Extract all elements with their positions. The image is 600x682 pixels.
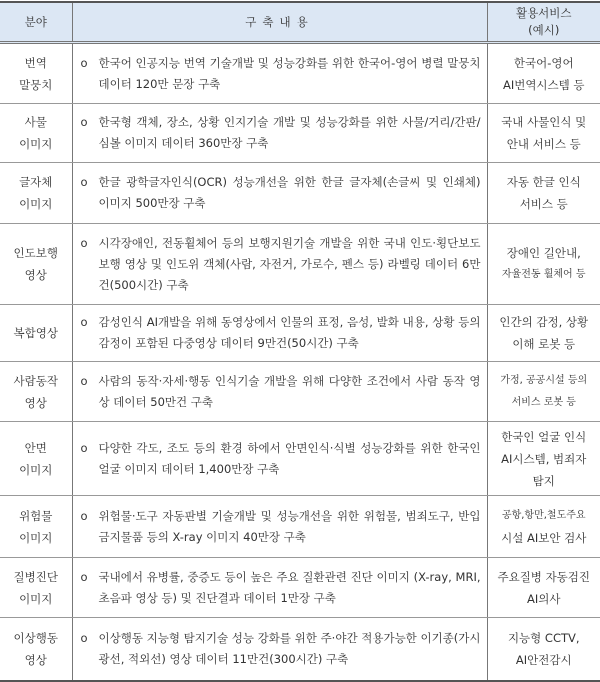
table-row — [0, 305, 600, 362]
content-text: 사람의 동작·자세·행동 인식기술 개발을 위해 다양한 조건에서 사람 동작 영상 데이터 50만건 구축 — [99, 371, 481, 413]
service-cell — [487, 163, 600, 224]
table-row — [0, 618, 600, 682]
bullet-icon: o — [79, 312, 99, 354]
table-header — [0, 2, 600, 43]
service-cell — [487, 496, 600, 558]
field-line: 사물 — [2, 111, 70, 133]
content-text: 한국어 인공지능 번역 기술개발 및 성능강화를 위한 한국어-영어 병렬 말뭉치 데이터 120만 문장 구축 — [99, 53, 481, 95]
content-text: 이상행동 지능형 탐지기술 성능 강화를 위한 주·야간 적용가능한 이기종(가시광선, 적외선) 영상 데이터 11만건(300시간) 구축 — [99, 628, 481, 670]
field-cell — [0, 496, 72, 558]
service-line: AI시스템, 범죄자 — [490, 448, 599, 470]
service-line: 국내 사물인식 및 — [490, 111, 599, 133]
field-line: 사람동작 — [2, 370, 70, 392]
service-line: 인간의 감정, 상황 — [490, 311, 599, 333]
service-line: 자율전동 휠체어 등 — [490, 264, 599, 286]
service-line: AI의사 — [490, 588, 599, 610]
field-line: 복합영상 — [2, 322, 70, 344]
content-cell — [72, 496, 487, 558]
field-line: 번역 — [2, 52, 70, 74]
field-line: 말뭉치 — [2, 74, 70, 96]
content-text: 다양한 각도, 조도 등의 환경 하에서 안면인식·식별 성능강화를 위한 한국인 얼굴 이미지 데이터 1,400만장 구축 — [99, 438, 481, 480]
service-line: 공항,항만,철도주요 — [490, 505, 599, 527]
service-line: 한국어-영어 — [490, 52, 599, 74]
header-service-line2: (예시) — [488, 22, 600, 39]
service-cell — [487, 104, 600, 163]
table-row — [0, 362, 600, 422]
field-line: 인도보행 — [2, 242, 70, 264]
service-cell — [487, 305, 600, 362]
bullet-icon: o — [79, 233, 99, 296]
bullet-icon: o — [79, 506, 99, 548]
service-cell — [487, 558, 600, 618]
field-line: 이미지 — [2, 527, 70, 549]
table-row — [0, 558, 600, 618]
service-line: 자동 한글 인식 — [490, 171, 599, 193]
field-line: 글자체 — [2, 171, 70, 193]
service-line: 이해 로봇 등 — [490, 333, 599, 355]
service-line: AI번역시스템 등 — [490, 74, 599, 96]
service-line: 서비스 로봇 등 — [490, 392, 599, 414]
content-text: 위험물·도구 자동판별 기술개발 및 성능개선을 위한 위험물, 범죄도구, 반입금지물품 등의 X-ray 이미지 40만장 구축 — [99, 506, 481, 548]
table-row — [0, 163, 600, 224]
field-line: 이미지 — [2, 588, 70, 610]
service-line: 지능형 CCTV, — [490, 627, 599, 649]
field-cell — [0, 104, 72, 163]
table-row — [0, 104, 600, 163]
header-content: 구축내용 — [72, 2, 487, 43]
field-cell — [0, 305, 72, 362]
header-service-line1: 활용서비스 — [488, 5, 600, 22]
content-text: 국내에서 유병률, 중증도 등이 높은 주요 질환관련 진단 이미지 (X-ray, MRI, 초음파 영상 등) 및 진단결과 데이터 1만장 구축 — [99, 567, 481, 609]
service-cell — [487, 362, 600, 422]
header-service — [487, 2, 600, 43]
field-line: 이상행동 — [2, 627, 70, 649]
service-line: 한국인 얼굴 인식 — [490, 426, 599, 448]
ai-data-construction-table — [0, 1, 600, 682]
service-cell — [487, 224, 600, 305]
service-line: 서비스 등 — [490, 193, 599, 215]
table-body — [0, 43, 600, 682]
service-line: 탐지 — [490, 470, 599, 492]
field-line: 질병진단 — [2, 566, 70, 588]
bullet-icon: o — [79, 172, 99, 214]
service-line: 안내 서비스 등 — [490, 133, 599, 155]
table-row — [0, 224, 600, 305]
bullet-icon: o — [79, 628, 99, 670]
content-cell — [72, 558, 487, 618]
content-cell — [72, 618, 487, 682]
field-line: 영상 — [2, 264, 70, 286]
bullet-icon: o — [79, 567, 99, 609]
content-cell — [72, 163, 487, 224]
content-cell — [72, 43, 487, 104]
bullet-icon: o — [79, 371, 99, 413]
field-cell — [0, 558, 72, 618]
field-cell — [0, 618, 72, 682]
service-line: 시설 AI보안 검사 — [490, 527, 599, 549]
bullet-icon: o — [79, 53, 99, 95]
field-line: 이미지 — [2, 193, 70, 215]
bullet-icon: o — [79, 112, 99, 154]
service-cell — [487, 43, 600, 104]
field-cell — [0, 224, 72, 305]
content-cell — [72, 362, 487, 422]
field-cell — [0, 422, 72, 496]
content-cell — [72, 422, 487, 496]
content-text: 한글 광학글자인식(OCR) 성능개선을 위한 한글 글자체(손글씨 및 인쇄체) 이미지 500만장 구축 — [99, 172, 481, 214]
content-cell — [72, 224, 487, 305]
field-line: 영상 — [2, 392, 70, 414]
table-row — [0, 43, 600, 104]
header-row — [0, 2, 600, 43]
header-field: 분야 — [0, 2, 72, 43]
content-text: 감성인식 AI개발을 위해 동영상에서 인물의 표정, 음성, 발화 내용, 상황 등의 감정이 포함된 다중영상 데이터 9만건(50시간) 구축 — [99, 312, 481, 354]
field-line: 이미지 — [2, 459, 70, 481]
field-line: 영상 — [2, 649, 70, 671]
field-line: 위험물 — [2, 505, 70, 527]
field-line: 이미지 — [2, 133, 70, 155]
field-cell — [0, 362, 72, 422]
content-cell — [72, 305, 487, 362]
service-cell — [487, 618, 600, 682]
field-line: 안면 — [2, 437, 70, 459]
content-text: 시각장애인, 전동휠체어 등의 보행지원기술 개발을 위한 국내 인도·횡단보도 보행 영상 및 인도위 객체(사람, 자전거, 가로수, 펜스 등) 라벨링 데이터 6만건(500시간) 구축 — [99, 233, 481, 296]
field-cell — [0, 163, 72, 224]
service-line: 장애인 길안내, — [490, 242, 599, 264]
bullet-icon: o — [79, 438, 99, 480]
table-row — [0, 422, 600, 496]
service-line: 주요질병 자동검진 — [490, 566, 599, 588]
content-cell — [72, 104, 487, 163]
table-row — [0, 496, 600, 558]
service-line: AI안전감시 — [490, 649, 599, 671]
field-cell — [0, 43, 72, 104]
service-cell — [487, 422, 600, 496]
content-text: 한국형 객체, 장소, 상황 인지기술 개발 및 성능강화를 위한 사물/거리/간판/심볼 이미지 데이터 360만장 구축 — [99, 112, 481, 154]
service-line: 가정, 공공시설 등의 — [490, 370, 599, 392]
